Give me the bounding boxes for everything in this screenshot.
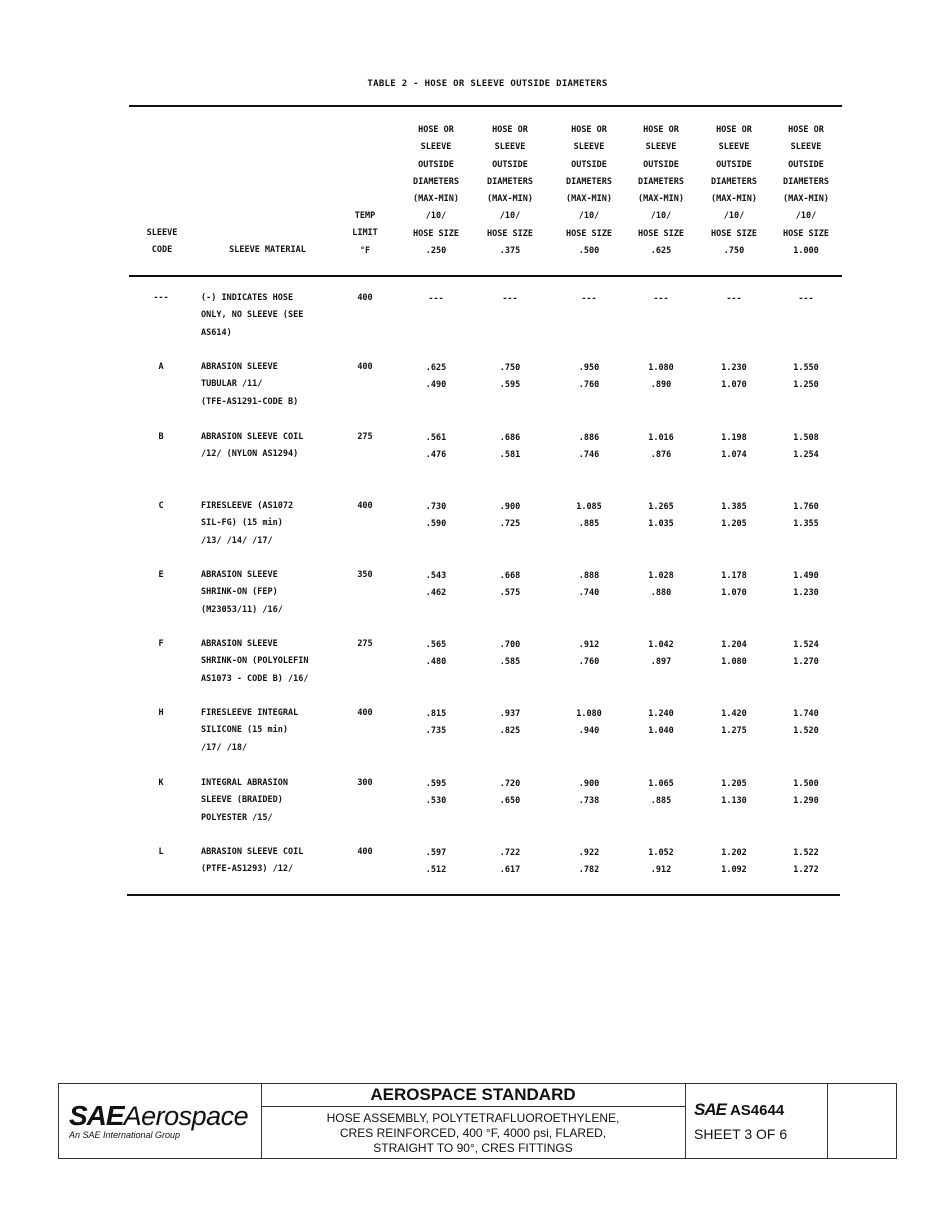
header-line: /10/: [723, 211, 745, 222]
diameter-cell: [631, 430, 691, 465]
header-line: HOSE SIZE: [565, 228, 613, 239]
diameter-max: 1.524: [793, 640, 819, 650]
sheet-number: SHEET 3 OF 6: [694, 1126, 788, 1142]
diameter-max: 1.204: [721, 640, 747, 650]
header-line: OUTSIDE: [643, 159, 679, 170]
material-line: TUBULAR /11/: [201, 379, 263, 390]
diameter-max: .561: [425, 433, 447, 443]
diameter-cell: [631, 568, 691, 603]
header-line: OUTSIDE: [716, 159, 752, 170]
diameter-min: .885: [578, 519, 600, 530]
diameter-max: 1.080: [648, 363, 674, 373]
sleeve-code: K: [158, 778, 164, 788]
standard-heading: AEROSPACE STANDARD: [261, 1084, 685, 1107]
header-line: HOSE SIZE: [412, 228, 460, 239]
header-line: SLEEVE: [146, 228, 178, 238]
diameter-cell: [480, 430, 540, 465]
diameter-cell: [480, 776, 540, 811]
header-line: HOSE OR: [418, 125, 454, 135]
diameter-cell: [704, 568, 764, 603]
diameter-min: .760: [578, 380, 600, 391]
diameter-cell: [776, 776, 836, 811]
diameter-cell: [406, 568, 466, 603]
diameter-cell: [704, 706, 764, 741]
material-line: SHRINK-ON (FEP): [201, 587, 278, 598]
header-line: HOSE SIZE: [486, 228, 534, 239]
diameter-min: 1.355: [793, 519, 819, 530]
diameter-max: .720: [499, 779, 521, 789]
diameter-cell: [480, 637, 540, 672]
diameter-min: .581: [499, 450, 521, 461]
material-line: (TFE-AS1291-CODE B): [201, 396, 299, 407]
diameter-cell: [559, 568, 619, 603]
header-line: TEMP: [354, 211, 376, 221]
diameter-cell: [406, 637, 466, 672]
table-top-rule: [129, 105, 842, 107]
header-line: /10/: [795, 211, 817, 222]
material-line: SILICONE (15 min): [201, 725, 288, 736]
diameter-min: .876: [650, 450, 672, 461]
sleeve-code: F: [158, 639, 164, 649]
header-line: SLEEVE: [718, 142, 750, 153]
diameter-min: .825: [499, 726, 521, 737]
header-line: HOSE SIZE: [637, 228, 685, 239]
diameter-cell: [559, 776, 619, 811]
diameter-min: .590: [425, 519, 447, 530]
header-line: DIAMETERS: [565, 176, 613, 187]
diameter-min: 1.070: [721, 380, 747, 391]
sleeve-code: L: [158, 847, 164, 857]
diameter-min: .735: [425, 726, 447, 737]
header-hose-size-2: [553, 122, 625, 260]
temp-limit: 400: [357, 708, 373, 718]
sleeve-code: C: [158, 501, 164, 511]
header-line: SLEEVE: [790, 142, 822, 153]
diameter-cell: [776, 637, 836, 672]
diameter-min: .650: [499, 796, 521, 807]
table-title: TABLE 2 - HOSE OR SLEEVE OUTSIDE DIAMETERS: [367, 79, 608, 89]
diameter-max: .730: [425, 502, 447, 512]
diameter-max: .750: [499, 363, 521, 373]
diameter-min: .880: [650, 588, 672, 599]
header-line: DIAMETERS: [412, 176, 460, 187]
diameter-min: 1.254: [793, 450, 819, 461]
header-line: HOSE SIZE: [782, 228, 830, 239]
diameter-min: 1.074: [721, 450, 747, 461]
diameter-min: 1.092: [721, 865, 747, 876]
diameter-min: .760: [578, 657, 600, 668]
header-line: /10/: [425, 211, 447, 222]
header-line: OUTSIDE: [418, 159, 454, 170]
diameter-cell: [631, 637, 691, 672]
header-line: (MAX-MIN): [565, 194, 613, 205]
temp-limit: 400: [357, 362, 373, 372]
diameter-cell: [559, 706, 619, 741]
material-line: /13/ /14/ /17/: [201, 535, 273, 546]
diameter-max: 1.198: [721, 433, 747, 443]
header-line: HOSE OR: [643, 125, 679, 135]
title-block: [58, 1083, 897, 1159]
material-line: /12/ (NYLON AS1294): [201, 449, 299, 460]
material-line: ABRASION SLEEVE: [201, 639, 278, 649]
diameter-max: .922: [578, 848, 600, 858]
document-number-block: [685, 1084, 828, 1158]
logo-word: Aerospace: [123, 1101, 249, 1131]
diameter-min: 1.290: [793, 796, 819, 807]
diameter-min: 1.270: [793, 657, 819, 668]
doc-logo-mark: SAE: [694, 1100, 726, 1119]
header-hose-size-3: [625, 122, 697, 260]
header-line: HOSE OR: [492, 125, 528, 135]
diameter-max: 1.265: [648, 502, 674, 512]
material-line: ABRASION SLEEVE COIL: [201, 432, 304, 442]
diameter-min: 1.130: [721, 796, 747, 807]
header-hose-size-4: [698, 122, 770, 260]
diameter-min: 1.275: [721, 726, 747, 737]
diameter-cell: [406, 706, 466, 741]
diameter-max: 1.760: [793, 502, 819, 512]
diameter-max: 1.178: [721, 571, 747, 581]
material-line: INTEGRAL ABRASION: [201, 778, 288, 788]
diameter-min: .462: [425, 588, 447, 599]
diameter-min: 1.040: [648, 726, 674, 737]
header-sleeve-code: [140, 225, 184, 260]
material-line: ABRASION SLEEVE: [201, 362, 278, 372]
diameter-cell: [406, 499, 466, 534]
temp-limit: 400: [357, 501, 373, 511]
material-line: AS614): [201, 327, 232, 338]
diameter-cell: [704, 776, 764, 811]
diameter-cell: [704, 637, 764, 672]
temp-limit: 275: [357, 432, 373, 442]
diameter-cell: [406, 776, 466, 811]
diameter-min: .725: [499, 519, 521, 530]
diameter-min: 1.230: [793, 588, 819, 599]
diameter-cell: [559, 360, 619, 395]
diameter-min: .617: [499, 865, 521, 876]
header-hose-size-5: [770, 122, 842, 260]
diameter-cell: [631, 776, 691, 811]
diameter-max: .886: [578, 433, 600, 443]
diameter-cell: [559, 499, 619, 534]
header-hose-size-1: [474, 122, 546, 260]
diameter-cell: [406, 430, 466, 465]
header-temp-limit: [345, 208, 385, 260]
diameter-max: .937: [499, 709, 521, 719]
description-line: STRAIGHT TO 90°, CRES FITTINGS: [373, 1141, 573, 1155]
diameter-cell: [776, 499, 836, 534]
diameter-min: .890: [650, 380, 672, 391]
diameter-min: .912: [650, 865, 672, 876]
material-line: AS1073 - CODE B) /16/: [201, 673, 309, 684]
diameter-max: ---: [428, 294, 444, 304]
diameter-min: 1.035: [648, 519, 674, 530]
header-line: SLEEVE MATERIAL: [229, 245, 306, 255]
header-line: HOSE OR: [571, 125, 607, 135]
material-line: (PTFE-AS1293) /12/: [201, 864, 294, 875]
diameter-cell: [480, 706, 540, 741]
material-line: SIL-FG) (15 min): [201, 518, 283, 529]
material-line: SHRINK-ON (POLYOLEFIN: [201, 656, 309, 667]
sleeve-material: [201, 429, 341, 464]
diameter-cell: [559, 291, 619, 308]
diameter-min: 1.070: [721, 588, 747, 599]
sleeve-code: H: [158, 708, 164, 718]
diameter-cell: [776, 291, 836, 308]
diameter-max: 1.508: [793, 433, 819, 443]
sleeve-code: E: [158, 570, 164, 580]
temp-limit: 275: [357, 639, 373, 649]
header-line: (MAX-MIN): [412, 194, 460, 205]
header-line: 1.000: [793, 246, 819, 257]
header-line: SLEEVE: [420, 142, 452, 153]
diameter-min: 1.520: [793, 726, 819, 737]
diameter-cell: [559, 430, 619, 465]
diameter-max: 1.085: [576, 502, 602, 512]
diameter-max: 1.080: [576, 709, 602, 719]
diameter-max: ---: [653, 294, 669, 304]
header-hose-size-0: [400, 122, 472, 260]
diameter-max: .595: [425, 779, 447, 789]
diameter-max: ---: [798, 294, 814, 304]
diameter-cell: [631, 360, 691, 395]
diameter-cell: [631, 706, 691, 741]
description-line: HOSE ASSEMBLY, POLYTETRAFLUOROETHYLENE,: [326, 1111, 620, 1125]
document-title-block: [261, 1084, 686, 1158]
header-sleeve-material: [210, 242, 325, 259]
diameter-cell: [776, 430, 836, 465]
diameter-cell: [704, 430, 764, 465]
diameter-min: .738: [578, 796, 600, 807]
diameter-max: ---: [726, 294, 742, 304]
diameter-max: 1.042: [648, 640, 674, 650]
diameter-cell: [776, 360, 836, 395]
diameter-cell: [480, 568, 540, 603]
header-line: HOSE OR: [716, 125, 752, 135]
sleeve-material: [201, 498, 341, 550]
header-line: .625: [650, 246, 672, 257]
diameter-max: .565: [425, 640, 447, 650]
sleeve-material: [201, 705, 341, 757]
header-line: .500: [578, 246, 600, 257]
diameter-max: ---: [502, 294, 518, 304]
header-line: (MAX-MIN): [710, 194, 758, 205]
header-line: OUTSIDE: [492, 159, 528, 170]
material-line: POLYESTER /15/: [201, 812, 273, 823]
diameter-max: 1.550: [793, 363, 819, 373]
diameter-max: .888: [578, 571, 600, 581]
diameter-min: .746: [578, 450, 600, 461]
diameter-max: .597: [425, 848, 447, 858]
temp-limit: 350: [357, 570, 373, 580]
diameter-cell: [480, 499, 540, 534]
diameter-cell: [406, 360, 466, 395]
sleeve-code: ---: [153, 293, 169, 303]
material-line: /17/ /18/: [201, 742, 248, 753]
diameter-cell: [406, 845, 466, 880]
material-line: SLEEVE (BRAIDED): [201, 795, 283, 806]
diameter-cell: [631, 845, 691, 880]
diameter-max: .686: [499, 433, 521, 443]
diameter-max: 1.202: [721, 848, 747, 858]
diameter-max: 1.065: [648, 779, 674, 789]
material-line: ABRASION SLEEVE: [201, 570, 278, 580]
diameter-cell: [631, 291, 691, 308]
header-line: SLEEVE: [573, 142, 605, 153]
temp-limit: 400: [357, 293, 373, 303]
diameter-min: .782: [578, 865, 600, 876]
header-line: /10/: [499, 211, 521, 222]
header-line: HOSE SIZE: [710, 228, 758, 239]
diameter-max: .950: [578, 363, 600, 373]
header-line: (MAX-MIN): [486, 194, 534, 205]
sleeve-material: [201, 775, 341, 827]
table-bottom-rule: [127, 894, 840, 896]
diameter-max: 1.420: [721, 709, 747, 719]
material-line: (-) INDICATES HOSE: [201, 293, 294, 303]
sleeve-material: [201, 636, 341, 688]
diameter-max: .912: [578, 640, 600, 650]
sleeve-code: A: [158, 362, 164, 372]
header-line: /10/: [578, 211, 600, 222]
sleeve-material: [201, 567, 341, 619]
header-line: LIMIT: [352, 228, 378, 239]
header-line: SLEEVE: [494, 142, 526, 153]
diameter-min: .940: [578, 726, 600, 737]
header-line: °F: [359, 245, 371, 256]
header-line: HOSE OR: [788, 125, 824, 135]
sae-aerospace-logo: [59, 1084, 262, 1158]
logo-tagline: An SAE International Group: [69, 1130, 181, 1140]
sleeve-material: [201, 844, 341, 879]
diameter-max: 1.240: [648, 709, 674, 719]
material-line: ABRASION SLEEVE COIL: [201, 847, 304, 857]
diameter-cell: [480, 291, 540, 308]
diameter-max: .543: [425, 571, 447, 581]
diameter-max: 1.740: [793, 709, 819, 719]
header-line: OUTSIDE: [788, 159, 824, 170]
diameter-max: .722: [499, 848, 521, 858]
diameter-max: .700: [499, 640, 521, 650]
header-line: .375: [499, 246, 521, 257]
diameter-min: .897: [650, 657, 672, 668]
diameter-min: 1.250: [793, 380, 819, 391]
diameter-min: .512: [425, 865, 447, 876]
header-line: SLEEVE: [645, 142, 677, 153]
diameter-min: .575: [499, 588, 521, 599]
diameter-max: ---: [581, 294, 597, 304]
diameter-min: .530: [425, 796, 447, 807]
sleeve-code: B: [158, 432, 164, 442]
header-line: /10/: [650, 211, 672, 222]
header-line: .250: [425, 246, 447, 257]
diameter-max: .815: [425, 709, 447, 719]
diameter-cell: [704, 291, 764, 308]
diameter-min: 1.080: [721, 657, 747, 668]
material-line: FIRESLEEVE INTEGRAL: [201, 708, 299, 718]
header-line: DIAMETERS: [782, 176, 830, 187]
diameter-cell: [406, 291, 466, 308]
diameter-min: .480: [425, 657, 447, 668]
diameter-min: .740: [578, 588, 600, 599]
header-line: DIAMETERS: [486, 176, 534, 187]
diameter-max: 1.500: [793, 779, 819, 789]
diameter-max: .900: [578, 779, 600, 789]
header-line: CODE: [151, 245, 173, 256]
diameter-cell: [704, 360, 764, 395]
diameter-cell: [776, 845, 836, 880]
diameter-max: 1.016: [648, 433, 674, 443]
diameter-max: .625: [425, 363, 447, 373]
diameter-cell: [559, 845, 619, 880]
sleeve-material: [201, 290, 341, 342]
diameter-min: .476: [425, 450, 447, 461]
diameter-max: 1.205: [721, 779, 747, 789]
document-number: AS4644: [729, 1102, 785, 1119]
diameter-max: 1.230: [721, 363, 747, 373]
diameter-cell: [480, 360, 540, 395]
diameter-min: .595: [499, 380, 521, 391]
diameter-cell: [559, 637, 619, 672]
diameter-cell: [776, 568, 836, 603]
diameter-cell: [631, 499, 691, 534]
table-header-rule: [129, 275, 842, 277]
header-line: DIAMETERS: [637, 176, 685, 187]
document-description: [261, 1107, 685, 1156]
diameter-max: 1.385: [721, 502, 747, 512]
diameter-max: 1.490: [793, 571, 819, 581]
material-line: FIRESLEEVE (AS1072: [201, 501, 294, 511]
diameter-min: 1.205: [721, 519, 747, 530]
diameter-max: .668: [499, 571, 521, 581]
header-line: (MAX-MIN): [782, 194, 830, 205]
diameter-max: 1.522: [793, 848, 819, 858]
diameter-max: 1.028: [648, 571, 674, 581]
diameter-min: .585: [499, 657, 521, 668]
description-line: CRES REINFORCED, 400 °F, 4000 psi, FLARED,: [339, 1126, 607, 1140]
header-line: .750: [723, 246, 745, 257]
diameter-cell: [480, 845, 540, 880]
diameter-max: 1.052: [648, 848, 674, 858]
logo-mark: SAE: [69, 1100, 124, 1131]
material-line: ONLY, NO SLEEVE (SEE: [201, 310, 304, 321]
sleeve-material: [201, 359, 341, 411]
header-line: DIAMETERS: [710, 176, 758, 187]
diameter-cell: [776, 706, 836, 741]
diameter-cell: [704, 845, 764, 880]
diameter-min: .490: [425, 380, 447, 391]
diameter-cell: [704, 499, 764, 534]
material-line: (M23053/11) /16/: [201, 604, 283, 615]
temp-limit: 400: [357, 847, 373, 857]
header-line: OUTSIDE: [571, 159, 607, 170]
diameter-min: 1.272: [793, 865, 819, 876]
diameter-max: .900: [499, 502, 521, 512]
diameter-min: .885: [650, 796, 672, 807]
header-line: (MAX-MIN): [637, 194, 685, 205]
temp-limit: 300: [357, 778, 373, 788]
